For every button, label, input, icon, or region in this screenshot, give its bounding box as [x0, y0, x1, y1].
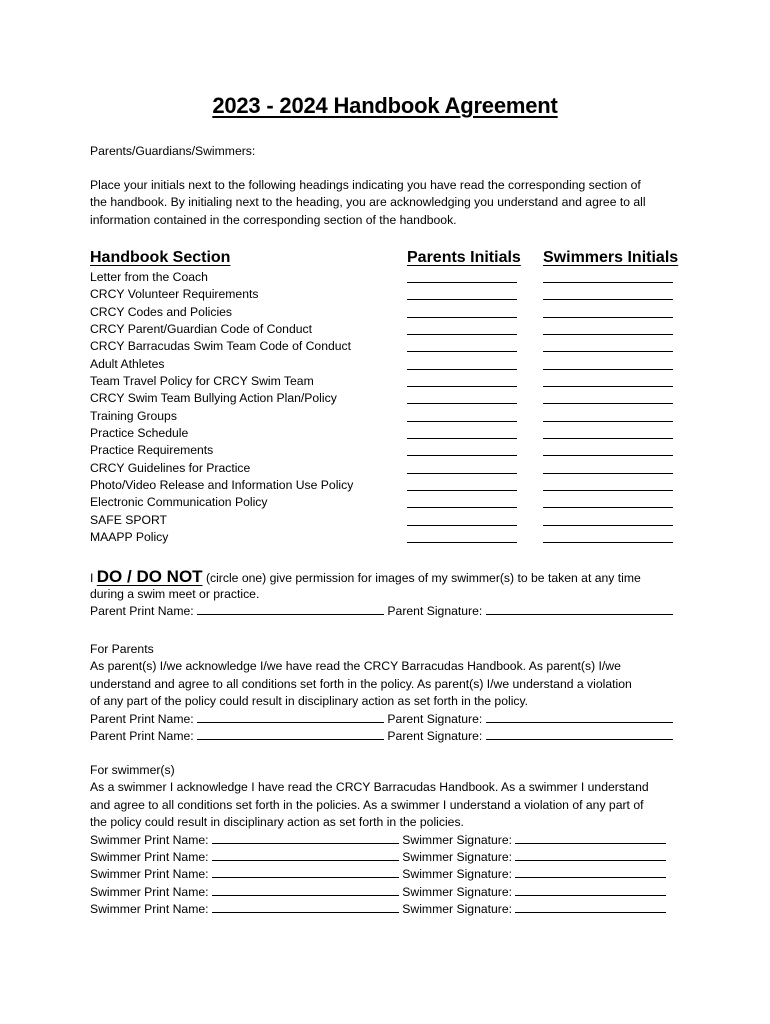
- parent-print-label: Parent Print Name:: [90, 728, 198, 743]
- section-label: CRCY Parent/Guardian Code of Conduct: [90, 322, 312, 337]
- instructions: Place your initials next to the following headings indicating you have read the corresponding section of the handbook. By initialing next to the heading, you are acknowledging you understand and agree to all information contained in the corresponding section of the handbook.: [90, 178, 646, 227]
- parent-initials-field[interactable]: [407, 421, 517, 422]
- swimmer-initials-field[interactable]: [543, 403, 673, 404]
- parent-signature-field[interactable]: [486, 604, 673, 615]
- section-label: CRCY Swim Team Bullying Action Plan/Policy: [90, 391, 337, 406]
- swimmer-initials-field[interactable]: [543, 421, 673, 422]
- swimmer-print-label: Swimmer Print Name:: [90, 884, 212, 899]
- section-label: Practice Requirements: [90, 443, 214, 458]
- swimmer-print-name-field[interactable]: [212, 833, 399, 844]
- table-row: [90, 442, 690, 459]
- section-label: CRCY Guidelines for Practice: [90, 460, 251, 475]
- swimmer-print-label: Swimmer Print Name:: [90, 849, 212, 864]
- swimmer-initials-field[interactable]: [543, 282, 673, 283]
- page-title: 2023 - 2024 Handbook Agreement: [212, 93, 558, 118]
- section-label: Training Groups: [90, 408, 177, 423]
- for-parents-block: For Parents As parent(s) I/we acknowledge I/we have read the CRCY Barracudas Handbook. As parent(s) I/we understand and agree to all conditions set forth in the policy. As parent(s) I/we understand a violation of any part of the policy could result in disciplinary action as set forth in the policy. Parent Print Name: Parent Signature: Parent Print Name: Parent Signature:: [90, 641, 690, 745]
- parent-signature-field[interactable]: [486, 712, 673, 723]
- parent-print-name-field[interactable]: [197, 712, 384, 723]
- section-label: Letter from the Coach: [90, 270, 208, 284]
- swimmer-initials-field[interactable]: [543, 386, 673, 387]
- swimmer-initials-field[interactable]: [543, 438, 673, 439]
- parent-initials-field[interactable]: [407, 351, 517, 352]
- table-row: [90, 494, 690, 511]
- section-label: Team Travel Policy for CRCY Swim Team: [90, 374, 314, 389]
- swimmer-signature-field[interactable]: [515, 833, 666, 844]
- swimmer-signature-label: Swimmer Signature:: [398, 884, 516, 899]
- swimmer-print-label: Swimmer Print Name:: [90, 867, 212, 882]
- parents-initials-header: Parents Initials: [407, 249, 521, 266]
- swimmer-signature-label: Swimmer Signature:: [398, 902, 516, 917]
- section-label: CRCY Codes and Policies: [90, 304, 233, 319]
- swimmer-print-name-field[interactable]: [212, 850, 399, 861]
- parent-initials-field[interactable]: [407, 507, 517, 508]
- swimmer-initials-field[interactable]: [543, 473, 673, 474]
- table-row: [90, 321, 690, 338]
- section-label: Adult Athletes: [90, 356, 165, 371]
- table-row: [90, 304, 690, 321]
- parent-initials-field[interactable]: [407, 473, 517, 474]
- parent-initials-field[interactable]: [407, 317, 517, 318]
- table-row: [90, 373, 690, 390]
- swimmer-signature-field[interactable]: [515, 850, 666, 861]
- swimmer-initials-field[interactable]: [543, 369, 673, 370]
- swimmer-print-name-field[interactable]: [212, 867, 399, 878]
- section-label: Practice Schedule: [90, 426, 189, 441]
- sections-table: [90, 269, 690, 547]
- swimmer-print-label: Swimmer Print Name:: [90, 902, 212, 917]
- swimmer-signature-label: Swimmer Signature:: [398, 849, 516, 864]
- swimmer-initials-field[interactable]: [543, 334, 673, 335]
- section-label: CRCY Barracudas Swim Team Code of Conduct: [90, 339, 352, 354]
- swimmer-signature-field[interactable]: [515, 867, 666, 878]
- section-label: Electronic Communication Policy: [90, 495, 268, 510]
- for-swimmers-block: For swimmer(s) As a swimmer I acknowledge I have read the CRCY Barracudas Handbook. As a swimmer I understand and agree to all conditions set forth in the policies. As a swimmer I understand a violation of any part of the policy could result in disciplinary action as set forth in the policies. Swimmer Print Name: Swimmer Signature: Swimmer Print Name: Swimmer Signature: Swimmer Print Name: Swimmer Signature: Swimmer Print Name: Swimmer Signature: Swimmer Print Name: Swimmer Signature:: [90, 762, 690, 919]
- parent-initials-field[interactable]: [407, 490, 517, 491]
- table-row: [90, 477, 690, 494]
- table-row: [90, 408, 690, 425]
- table-row: [90, 390, 690, 407]
- do-do-not-choice[interactable]: DO / DO NOT: [96, 567, 203, 586]
- swimmer-print-name-field[interactable]: [212, 885, 399, 896]
- section-label: SAFE SPORT: [90, 512, 167, 527]
- parent-initials-field[interactable]: [407, 334, 517, 335]
- swimmer-initials-field[interactable]: [543, 542, 673, 543]
- parent-initials-field[interactable]: [407, 542, 517, 543]
- swimmer-print-name-field[interactable]: [212, 902, 399, 913]
- parent-print-label: Parent Print Name:: [90, 711, 198, 726]
- handbook-section-header: Handbook Section: [90, 249, 231, 266]
- table-row: [90, 425, 690, 442]
- parent-initials-field[interactable]: [407, 299, 517, 300]
- photo-consent-block: [90, 565, 690, 622]
- table-row: [90, 286, 690, 303]
- parent-signature-label: Parent Signature:: [384, 728, 486, 743]
- table-row: [90, 269, 690, 286]
- swimmer-signature-label: Swimmer Signature:: [398, 867, 516, 882]
- table-row: [90, 356, 690, 373]
- parent-initials-field[interactable]: [407, 369, 517, 370]
- parent-signature-label: Parent Signature:: [384, 711, 486, 726]
- swimmer-signature-field[interactable]: [515, 902, 666, 913]
- swimmer-initials-field[interactable]: [543, 455, 673, 456]
- parent-signature-label: Parent Signature:: [384, 604, 486, 619]
- table-row: [90, 529, 690, 546]
- table-row: [90, 460, 690, 477]
- swimmer-initials-field[interactable]: [543, 507, 673, 508]
- parent-initials-field[interactable]: [407, 282, 517, 283]
- swimmers-initials-header: Swimmers Initials: [543, 249, 679, 266]
- parent-print-name-field[interactable]: [197, 604, 384, 615]
- swimmer-initials-field[interactable]: [543, 351, 673, 352]
- table-row: [90, 338, 690, 355]
- for-parents-heading: For Parents: [90, 642, 154, 656]
- swimmer-initials-field[interactable]: [543, 490, 673, 491]
- parent-initials-field[interactable]: [407, 403, 517, 404]
- section-label: CRCY Volunteer Requirements: [90, 287, 259, 302]
- section-label: Photo/Video Release and Information Use Policy: [90, 478, 354, 493]
- swimmer-initials-field[interactable]: [543, 299, 673, 300]
- consent-prefix: I: [90, 571, 97, 585]
- for-swimmers-heading: For swimmer(s): [90, 763, 175, 777]
- consent-text: (circle one) give permission for images of my swimmer(s) to be taken at any time: [202, 571, 641, 585]
- swimmer-signature-label: Swimmer Signature:: [398, 832, 516, 847]
- swimmer-initials-field[interactable]: [543, 525, 673, 526]
- parent-print-name-field[interactable]: [197, 729, 384, 740]
- parent-initials-field[interactable]: [407, 438, 517, 439]
- parent-initials-field[interactable]: [407, 525, 517, 526]
- section-label: MAAPP Policy: [90, 530, 169, 545]
- parent-initials-field[interactable]: [407, 455, 517, 456]
- parent-signature-field[interactable]: [486, 729, 673, 740]
- salutation: Parents/Guardians/Swimmers:: [90, 144, 256, 158]
- table-row: [90, 512, 690, 529]
- swimmer-initials-field[interactable]: [543, 317, 673, 318]
- consent-text-continued: during a swim meet or practice.: [90, 587, 260, 601]
- parent-initials-field[interactable]: [407, 386, 517, 387]
- swimmer-signature-field[interactable]: [515, 885, 666, 896]
- swimmer-print-label: Swimmer Print Name:: [90, 832, 212, 847]
- parent-print-label: Parent Print Name:: [90, 604, 198, 619]
